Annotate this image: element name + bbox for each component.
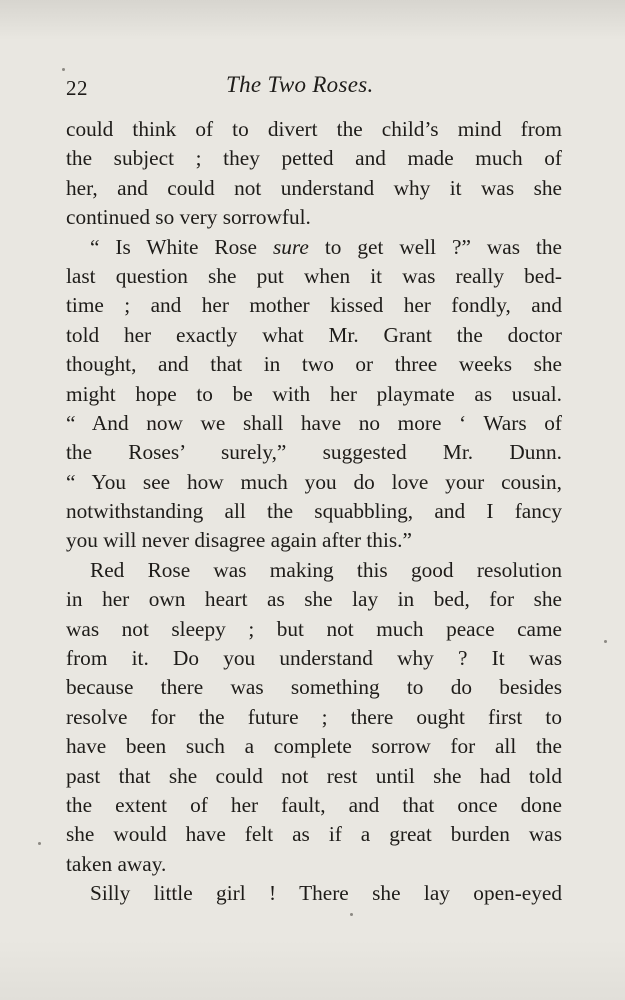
text-line: the extent of her fault, and that once done (66, 792, 562, 817)
text-line: past that she could not rest until she had told (66, 763, 562, 788)
text-line: “ And now we shall have no more ‘ Wars of (66, 410, 562, 435)
text-line: because there was something to do besides (66, 675, 562, 700)
text-line: she would have felt as if a great burden was (66, 822, 562, 847)
text-line: notwithstanding all the squabbling, and I fancy (66, 499, 562, 524)
text-line: was not sleepy ; but not much peace came (66, 616, 562, 641)
text-line: time ; and her mother kissed her fondly, and (66, 293, 562, 318)
text-line: resolve for the future ; there ought first to (66, 704, 562, 729)
text-line: have been such a complete sorrow for all the (66, 734, 562, 759)
text-fragment: to get well ?” was the (308, 234, 562, 259)
text-line: told her exactly what Mr. Grant the doctor (66, 322, 562, 347)
text-line: the Roses’ surely,” suggested Mr. Dunn. (66, 440, 562, 465)
text-fragment: “ Is White Rose (90, 234, 273, 259)
text-line: from it. Do you understand why ? It was (66, 646, 562, 671)
running-title: The Two Roses. (226, 72, 374, 97)
emphasis-text: sure (272, 234, 309, 259)
scan-speck (62, 68, 65, 71)
text-line: “ You see how much you do love your cousin, (66, 469, 562, 494)
text-line: last question she put when it was really bed- (66, 263, 562, 288)
text-line: you will never disagree again after this.” (66, 528, 412, 553)
text-line: could think of to divert the child’s mind from (66, 117, 562, 141)
page-header (66, 72, 562, 104)
text-line: might hope to be with her playmate as usual. (66, 381, 562, 406)
body-text (66, 115, 562, 909)
text-line: continued so very sorrowful. (66, 205, 311, 230)
text-line (66, 233, 562, 262)
scan-speck (38, 842, 41, 845)
text-line: Silly little girl ! There she lay open-eyed (90, 881, 562, 906)
text-line: Red Rose was making this good resolution (90, 557, 562, 582)
text-line: her, and could not understand why it was she (66, 175, 562, 200)
text-line: thought, and that in two or three weeks she (66, 352, 562, 377)
scan-speck (604, 640, 607, 643)
page-number: 22 (66, 76, 88, 100)
scan-speck (350, 913, 353, 916)
text-line: in her own heart as she lay in bed, for she (66, 587, 562, 612)
text-line: taken away. (66, 851, 167, 876)
text-line: the subject ; they petted and made much of (66, 146, 562, 171)
